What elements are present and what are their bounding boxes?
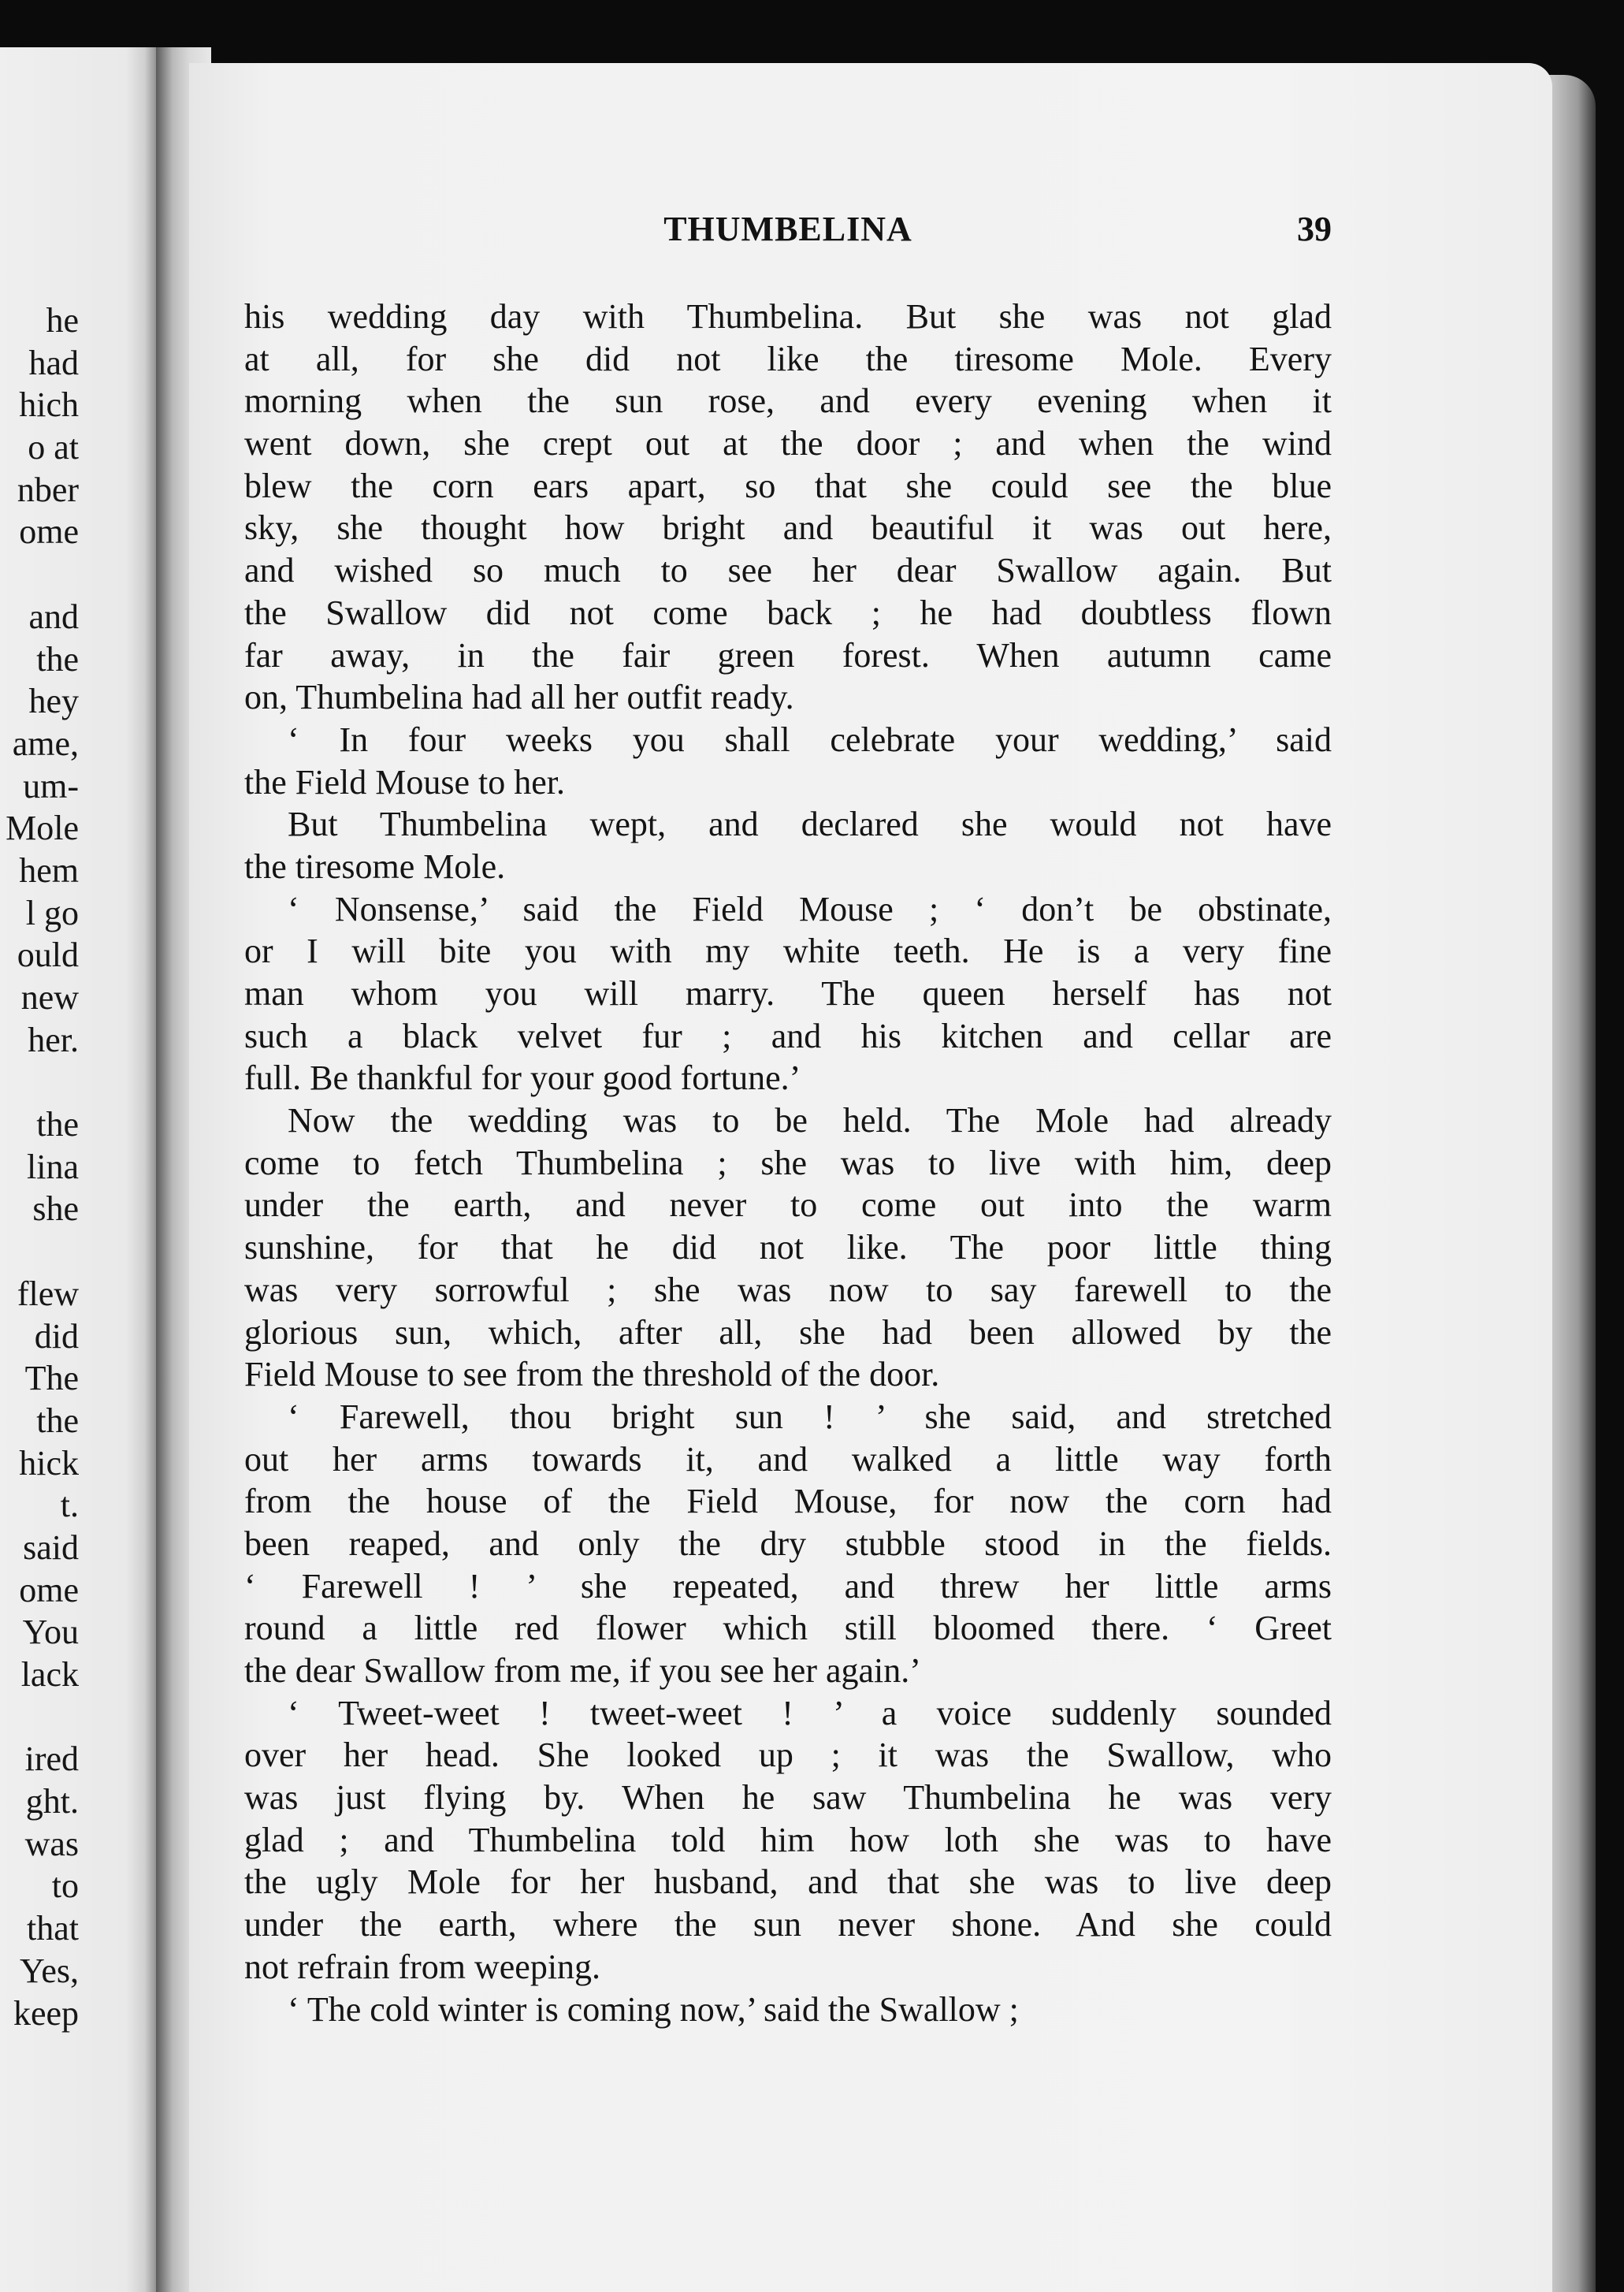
left-text-line: her. xyxy=(28,1020,79,1059)
text-line: ‘ Farewell, thou bright sun ! ’ she said, and stretched xyxy=(288,1397,1332,1436)
text-line: not refrain from weeping. xyxy=(244,1947,601,1986)
left-text-line: new xyxy=(20,978,79,1017)
left-text-line: t. xyxy=(60,1486,79,1525)
text-line: ‘ Tweet-weet ! tweet-weet ! ’ a voice suddenly sounded xyxy=(288,1693,1332,1732)
text-line: ‘ The cold winter is coming now,’ said the Swallow ; xyxy=(288,1989,1019,2029)
text-line: the ugly Mole for her husband, and that she was to live deep xyxy=(244,1862,1332,1902)
text-line: such a black velvet fur ; and his kitchen and cellar are xyxy=(244,1016,1332,1055)
text-line: Now the wedding was to be held. The Mole had already xyxy=(288,1101,1332,1140)
text-line: been reaped, and only the dry stubble stood in the fields. xyxy=(244,1524,1332,1563)
left-text-line xyxy=(6,1061,79,1103)
text-line: out her arms towards it, and walked a little way forth xyxy=(244,1439,1332,1479)
left-text-line: ould xyxy=(17,936,79,975)
left-page-fragment xyxy=(0,47,158,2292)
left-text-line: the xyxy=(36,1105,79,1144)
text-line: was just flying by. When he saw Thumbelina he was very xyxy=(244,1778,1332,1818)
left-text-line: You xyxy=(22,1613,79,1652)
left-text-line: ome xyxy=(19,512,79,552)
body-text xyxy=(244,296,1332,2030)
left-text-line: he xyxy=(46,301,79,340)
text-line: come to fetch Thumbelina ; she was to live with him, deep xyxy=(244,1143,1332,1182)
text-line: glad ; and Thumbelina told him how loth she was to have xyxy=(244,1820,1332,1859)
text-line: his wedding day with Thumbelina. But she was not glad xyxy=(244,297,1332,336)
text-line: on, Thumbelina had all her outfit ready. xyxy=(244,678,794,717)
left-text-line: did xyxy=(34,1316,79,1356)
text-line: was very sorrowful ; she was now to say farewell to the xyxy=(244,1270,1332,1309)
left-text-line: hem xyxy=(19,850,79,890)
left-text-line: keep xyxy=(13,1993,79,2033)
text-line: round a little red flower which still bloomed there. ‘ Greet xyxy=(244,1609,1332,1648)
text-line: under the earth, and never to come out into the warm xyxy=(244,1185,1332,1225)
left-text-line: ired xyxy=(24,1739,79,1779)
left-text-line: ame, xyxy=(12,724,79,763)
left-text-line xyxy=(6,553,79,596)
left-text-line: flew xyxy=(17,1274,79,1313)
left-text-line: o at xyxy=(28,428,79,467)
text-line: glorious sun, which, after all, she had been allowed by the xyxy=(244,1312,1332,1352)
text-line: ‘ Nonsense,’ said the Field Mouse ; ‘ don’t be obstinate, xyxy=(288,889,1332,928)
left-text-line: hick xyxy=(19,1443,79,1483)
left-text-line: Yes, xyxy=(19,1951,79,1990)
page-header xyxy=(244,209,1332,264)
text-line: the dear Swallow from me, if you see her again.’ xyxy=(244,1651,921,1690)
left-text-line: hich xyxy=(19,385,79,425)
left-text-line: um- xyxy=(23,766,79,806)
text-line: went down, she crept out at the door ; and when the wind xyxy=(244,424,1332,463)
text-line: from the house of the Field Mouse, for now the corn had xyxy=(244,1482,1332,1521)
left-page-text xyxy=(6,300,79,2034)
left-text-line: ght. xyxy=(25,1782,79,1821)
text-line: ‘ In four weeks you shall celebrate your wedding,’ said xyxy=(288,720,1332,759)
text-line: at all, for she did not like the tiresome Mole. Every xyxy=(244,339,1332,378)
left-text-line: the xyxy=(36,1401,79,1440)
left-text-line: ome xyxy=(19,1570,79,1609)
left-text-line xyxy=(6,1230,79,1273)
text-line: sky, she thought how bright and beautiful it was out here, xyxy=(244,508,1332,548)
text-line: Field Mouse to see from the threshold of the door. xyxy=(244,1355,940,1394)
left-text-line: and xyxy=(28,597,79,636)
text-line: the Field Mouse to her. xyxy=(244,762,565,802)
left-text-line xyxy=(6,1696,79,1739)
text-line: full. Be thankful for your good fortune.’ xyxy=(244,1059,801,1098)
page-number: 39 xyxy=(1297,210,1332,248)
left-text-line: said xyxy=(23,1527,79,1567)
text-line: But Thumbelina wept, and declared she would not have xyxy=(288,805,1332,844)
left-text-line: was xyxy=(24,1824,79,1863)
text-line: the tiresome Mole. xyxy=(244,846,506,886)
running-head: THUMBELINA xyxy=(663,210,912,248)
text-line: far away, in the fair green forest. When autumn came xyxy=(244,635,1332,675)
left-text-line: she xyxy=(32,1189,79,1229)
text-line: ‘ Farewell ! ’ she repeated, and threw her little arms xyxy=(244,1566,1332,1606)
text-line: man whom you will marry. The queen herself has not xyxy=(244,974,1332,1013)
text-line: blew the corn ears apart, so that she could see the blue xyxy=(244,466,1332,505)
text-line: morning when the sun rose, and every evening when it xyxy=(244,381,1332,421)
text-line: under the earth, where the sun never shone. And she could xyxy=(244,1905,1332,1944)
text-line: or I will bite you with my white teeth. He is a very fine xyxy=(244,932,1332,971)
text-line: over her head. She looked up ; it was the Swallow, who xyxy=(244,1736,1332,1775)
text-line: sunshine, for that he did not like. The poor little thing xyxy=(244,1228,1332,1267)
left-text-line: that xyxy=(27,1909,79,1948)
left-text-line: Mole xyxy=(6,809,79,848)
left-text-line: had xyxy=(28,343,79,382)
text-line: and wished so much to see her dear Swallow again. But xyxy=(244,551,1332,590)
left-text-line: lina xyxy=(27,1147,79,1186)
left-text-line: to xyxy=(51,1866,79,1906)
left-text-line: l go xyxy=(25,893,79,932)
left-text-line: the xyxy=(36,639,79,679)
text-line: the Swallow did not come back ; he had doubtless flown xyxy=(244,593,1332,632)
left-text-line: hey xyxy=(28,682,79,721)
left-text-line: lack xyxy=(20,1655,79,1694)
left-text-line: The xyxy=(24,1359,79,1398)
left-text-line: nber xyxy=(17,470,79,509)
